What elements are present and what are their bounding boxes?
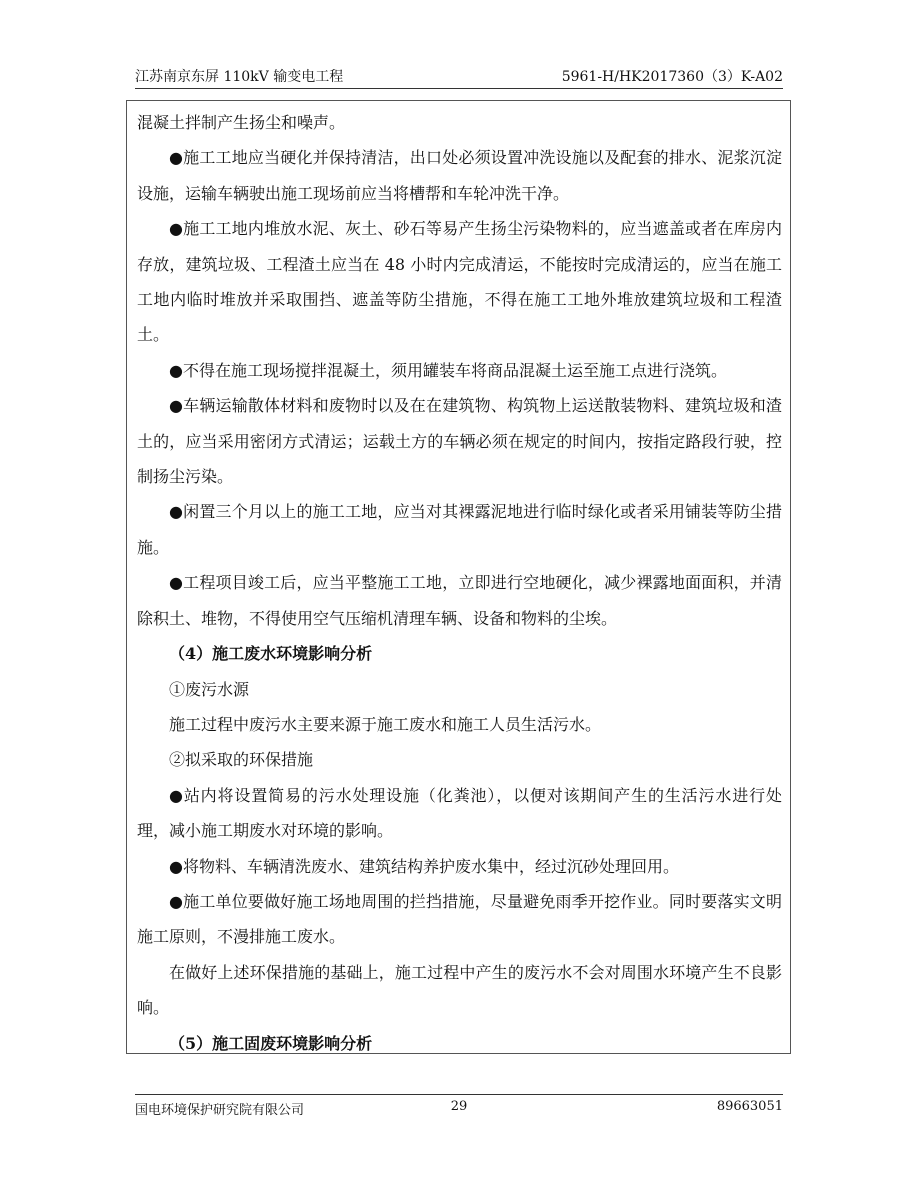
paragraph-continuation: 混凝土拌制产生扬尘和噪声。: [137, 113, 346, 132]
paragraph-bullet-no-mixing: ●不得在施工现场搅拌混凝土，须用罐装车将商品混凝土运至施工点进行浇筑。: [169, 360, 727, 380]
paragraph-bullet-vehicle-transport: ●车辆运输散体材料和废物时以及在在建筑物、构筑物上运送散装物料、建筑垃圾和渣土的，应当采用密闭方式清运；运载土方的车辆必须在规定的时间内，按指定路段行驶，控制扬尘污染。: [137, 396, 782, 487]
paragraph-conclusion: 在做好上述环保措施的基础上，施工过程中产生的废污水不会对周围水环境产生不良影响。: [137, 962, 782, 1018]
paragraph-bullet-idle-site: ●闲置三个月以上的施工工地，应当对其裸露泥地进行临时绿化或者采用铺装等防尘措施。: [137, 502, 782, 557]
paragraph-wastewater-source: 施工过程中废污水主要来源于施工废水和施工人员生活污水。: [169, 714, 602, 734]
footer-phone: 89663051: [716, 1099, 783, 1114]
paragraph-bullet-septic-tank: ●站内将设置简易的污水处理设施（化粪池），以便对该期间产生的生活污水进行处理，减小施工期废水对环境的影响。: [137, 785, 782, 841]
content-box: [126, 100, 791, 1054]
subheading-protection-measures: ②拟采取的环保措施: [169, 750, 314, 770]
document-body: [137, 105, 782, 1061]
header-project-title: 江苏南京东屏 110kV 输变电工程: [135, 69, 344, 85]
paragraph-bullet-recycle: ●将物料、车辆清洗废水、建筑结构养护废水集中，经过沉砂处理回用。: [169, 856, 679, 876]
page-header: [135, 64, 783, 89]
footer-organization: 国电环境保护研究院有限公司: [135, 1103, 305, 1118]
paragraph-bullet-completion: ●工程项目竣工后，应当平整施工工地，立即进行空地硬化，减少裸露地面面积，并清除积土、堆物，不得使用空气压缩机清理车辆、设备和物料的尘埃。: [137, 573, 782, 628]
page-footer: [135, 1094, 783, 1118]
section-heading-solid-waste: （5）施工固废环境影响分析: [169, 1033, 373, 1053]
paragraph-bullet-site-hardening: ●施工工地应当硬化并保持清洁，出口处必须设置冲洗设施以及配套的排水、泥浆沉淀设施，运输车辆驶出施工现场前应当将槽帮和车轮冲洗干净。: [137, 148, 782, 203]
subheading-wastewater-source: ①废污水源: [169, 679, 250, 699]
header-document-code: 5961-H/HK2017360（3）K-A02: [561, 69, 783, 85]
paragraph-bullet-barrier: ●施工单位要做好施工场地周围的拦挡措施，尽量避免雨季开挖作业。同时要落实文明施工原则，不漫排施工废水。: [137, 891, 782, 947]
footer-page-number: 29: [450, 1099, 468, 1114]
section-heading-wastewater: （4）施工废水环境影响分析: [169, 644, 373, 664]
paragraph-bullet-material-storage: ●施工工地内堆放水泥、灰土、砂石等易产生扬尘污染物料的，应当遮盖或者在库房内存放，建筑垃圾、工程渣土应当在 48 小时内完成清运，不能按时完成清运的，应当在施工工地内临时堆放并采取围挡、遮盖等防尘措施，不得在施工工地外堆放建筑垃圾和工程渣土。: [137, 219, 782, 345]
